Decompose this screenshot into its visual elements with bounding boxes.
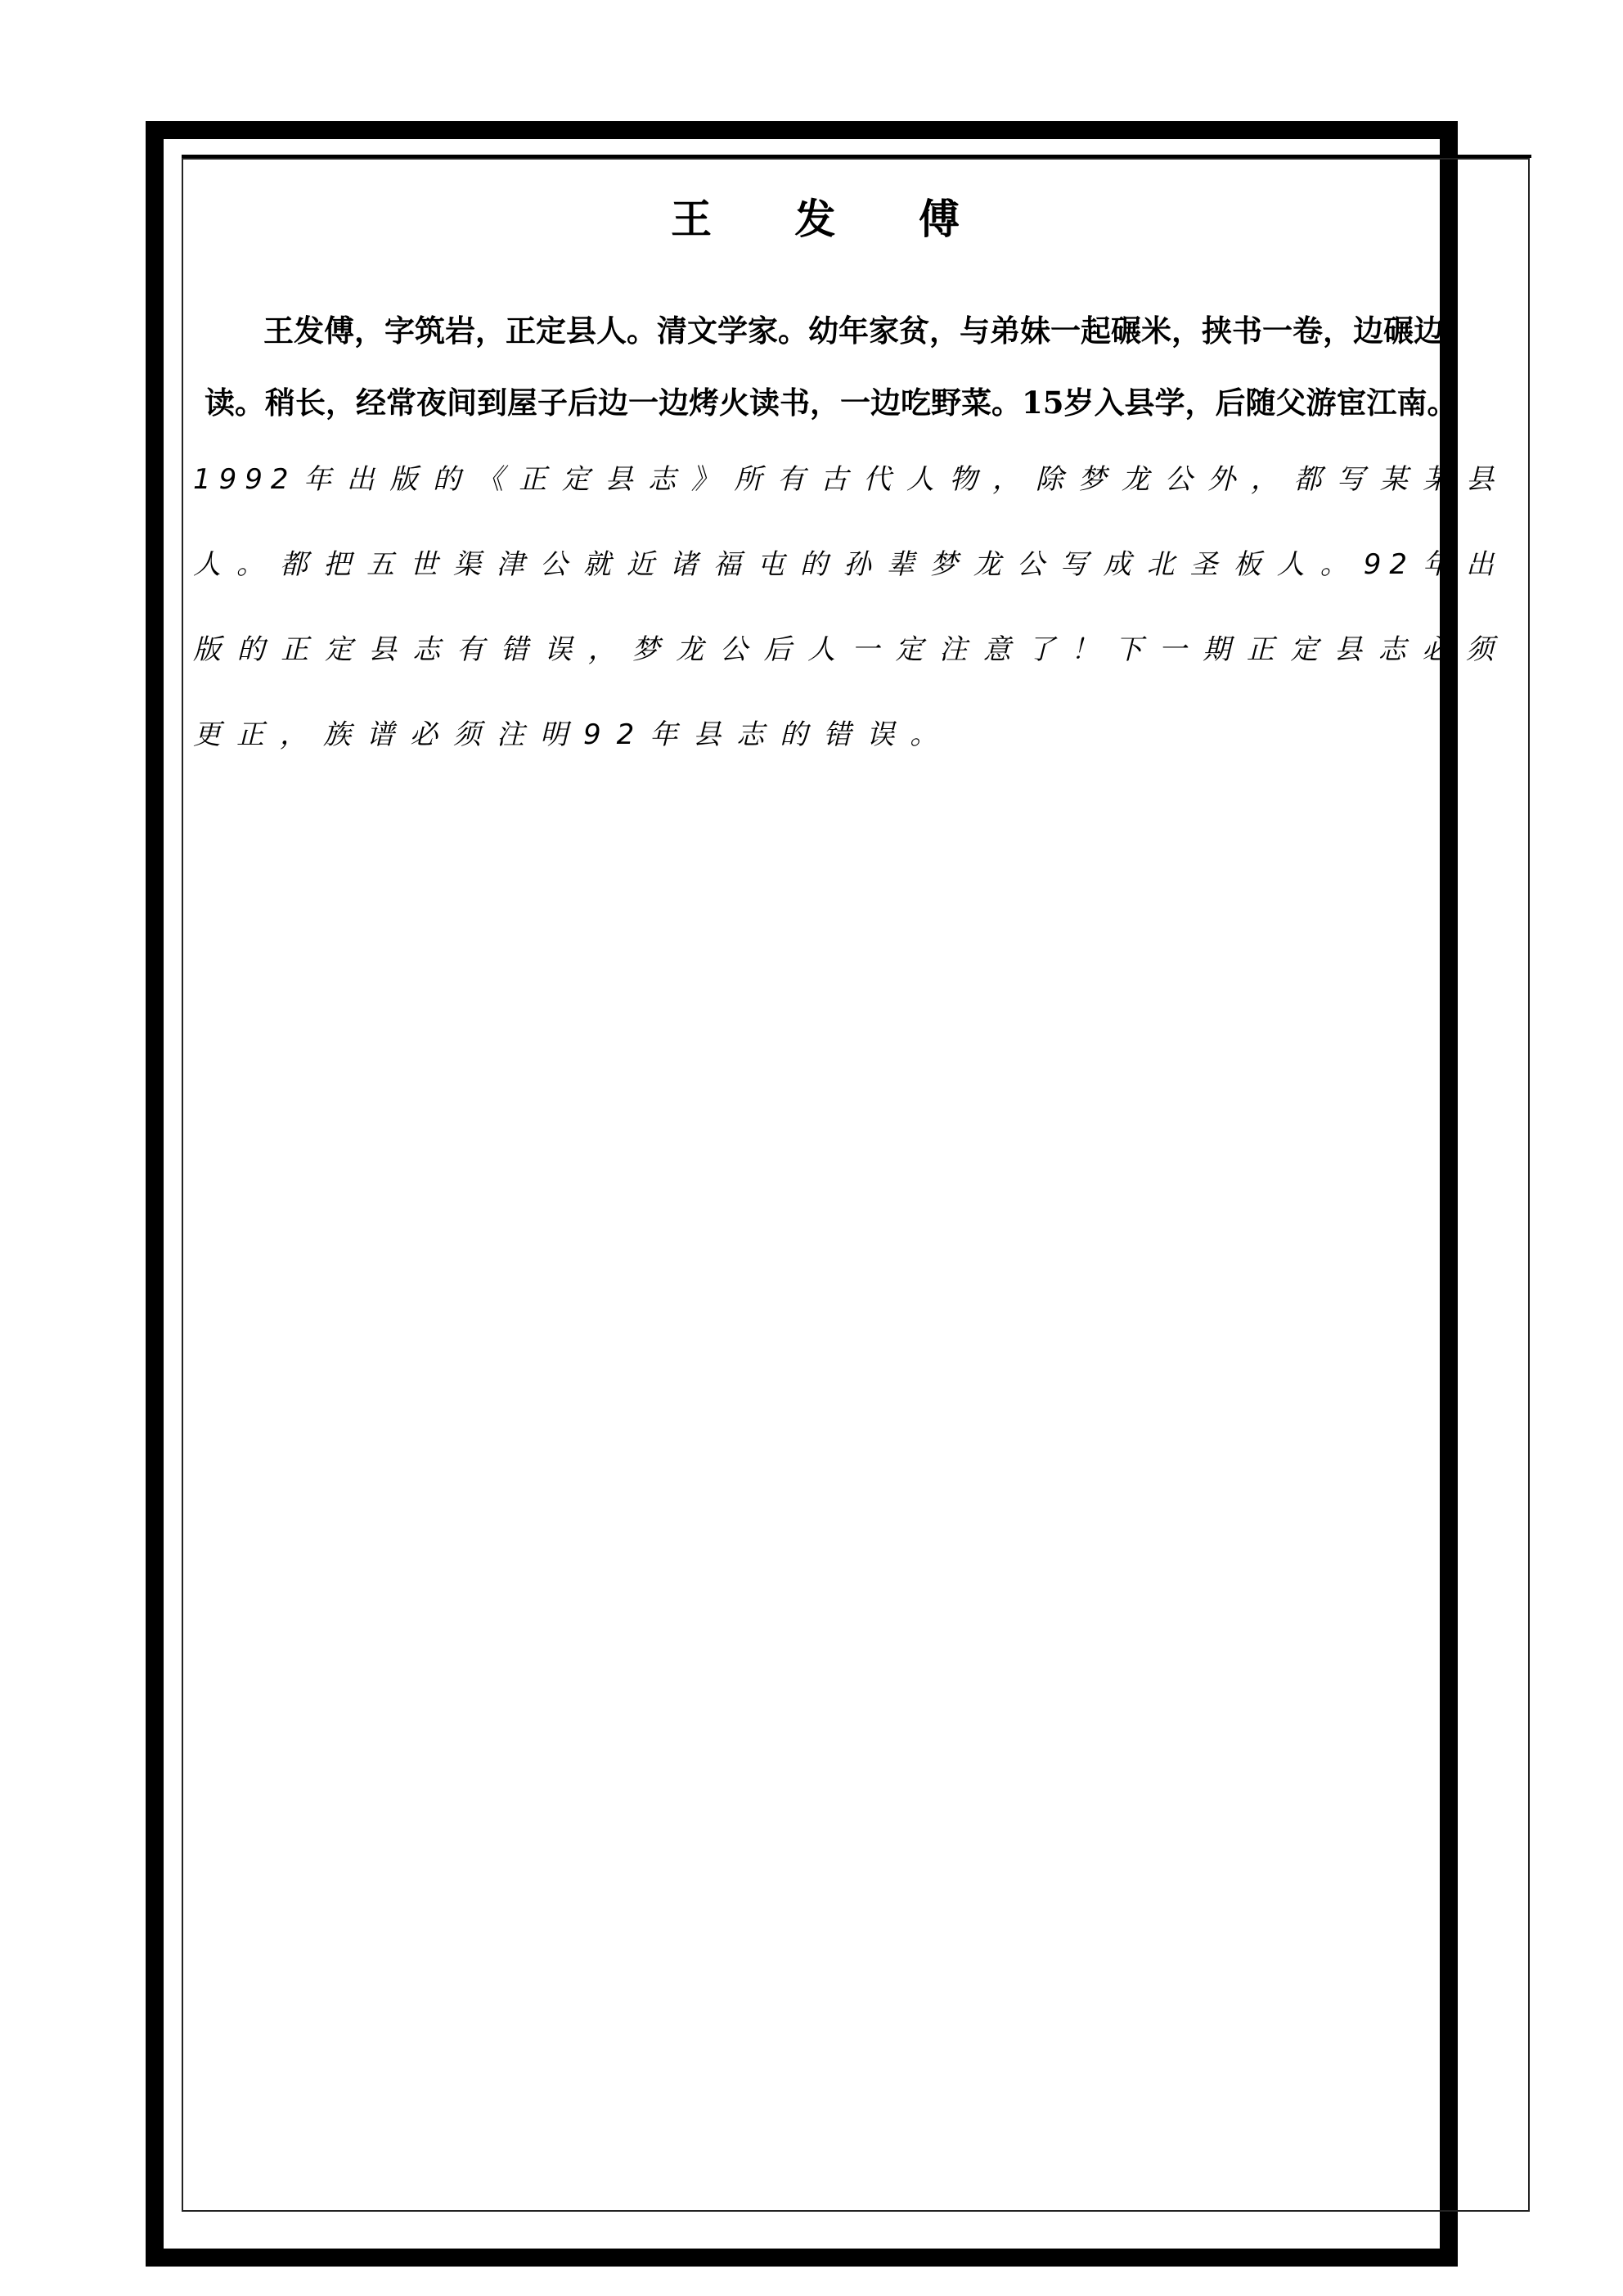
note-line: 版的正定县志有错误，梦龙公后人一定注意了！下一期正定县志必须 <box>193 633 1502 666</box>
page-title: 王 发 傅 <box>671 195 994 243</box>
biography-line: 王发傅，字筑岩，正定县人。清文学家。幼年家贫，与弟妹一起碾米，挟书一卷，边碾边 <box>263 313 1444 349</box>
note-line: 更正，族谱必须注明92年县志的错误。 <box>193 718 954 751</box>
note-line: 人。都把五世渠津公就近诸福屯的孙辈梦龙公写成北圣板人。92年出 <box>193 548 1502 581</box>
biography-line: 读。稍长，经常夜间到屋子后边一边烤火读书，一边吃野菜。15岁入县学，后随父游宦江南。 <box>205 385 1458 421</box>
biography-paragraph <box>205 295 1458 439</box>
top-rule <box>182 155 1531 158</box>
note-line: 1992年出版的《正定县志》所有古代人物，除梦龙公外，都写某某县 <box>193 463 1502 496</box>
handwritten-note <box>193 437 1502 777</box>
